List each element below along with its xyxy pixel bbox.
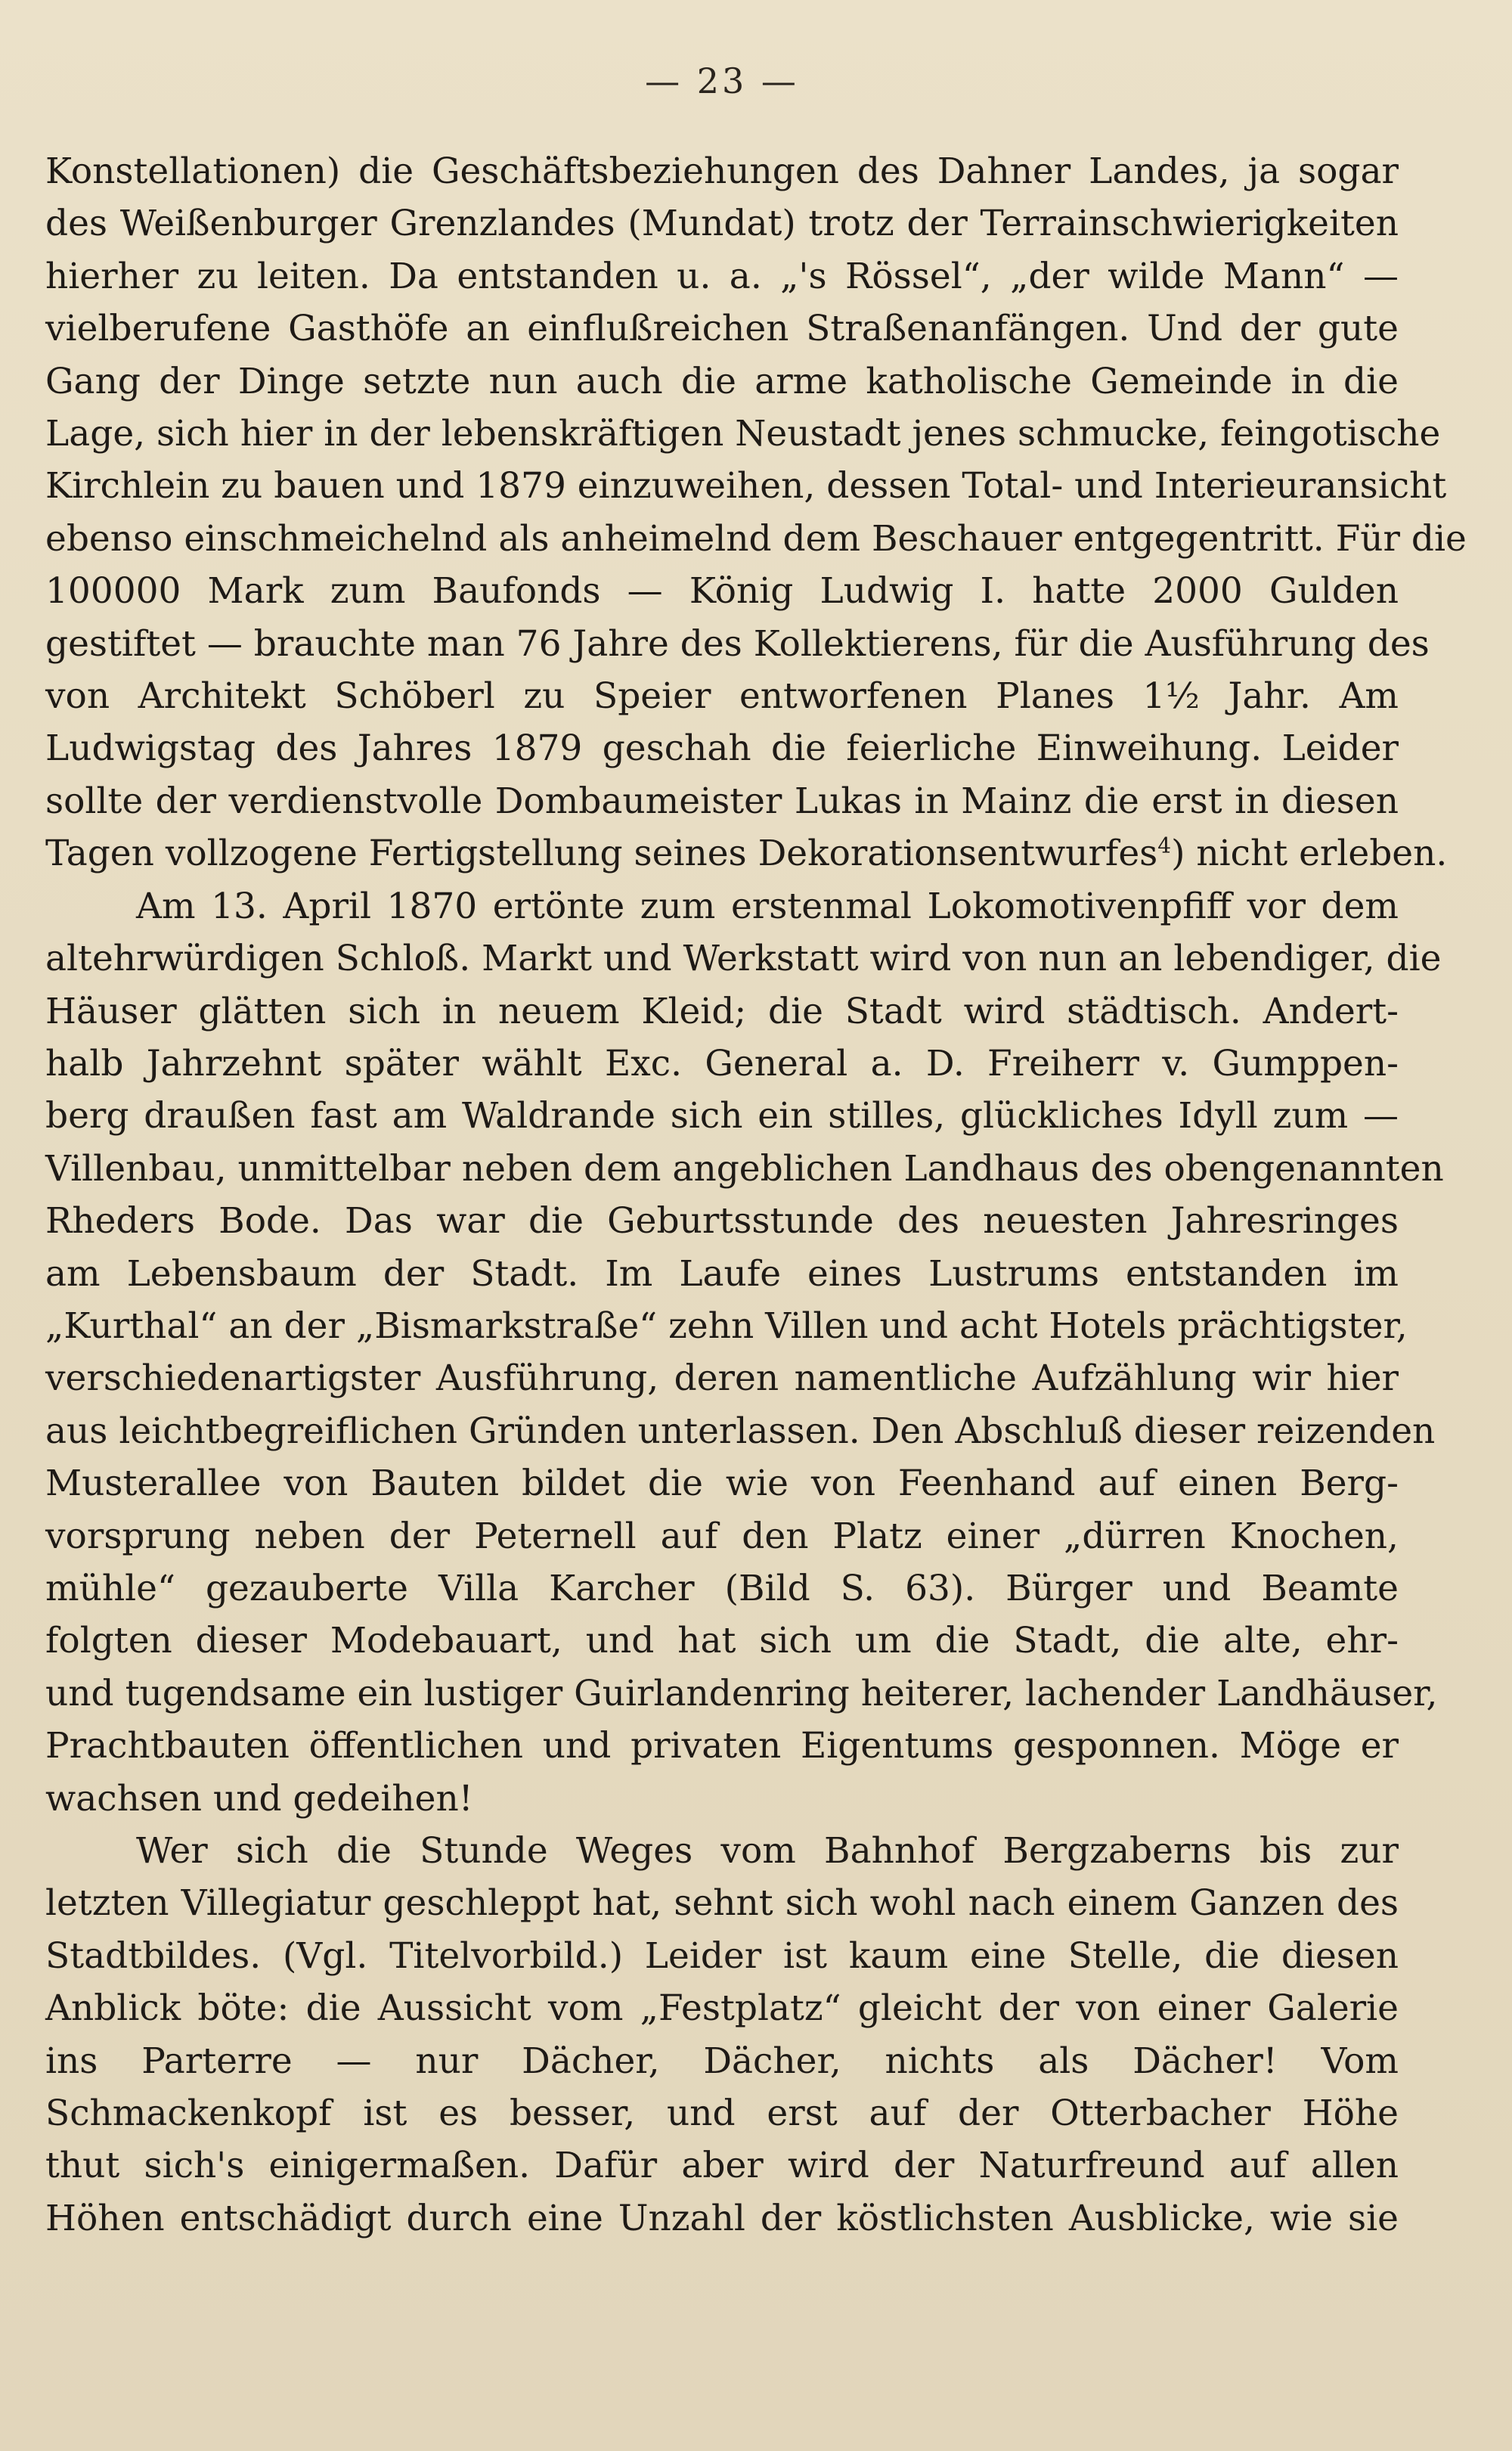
text-line: altehrwürdigen Schloß. Markt und Werkstatt wird von nun an lebendiger, die — [45, 938, 1442, 980]
text-segment: Tagen vollzogene Fertigstellung seines Dekorationsentwurfes — [45, 833, 1158, 875]
text-line: und tugendsame ein lustiger Guirlandenring heiterer, lachender Landhäuser, — [45, 1672, 1438, 1714]
text-line: Kirchlein zu bauen und 1879 einzuweihen, dessen Total- und Interieuransicht — [45, 465, 1447, 507]
text-line: Ludwigstag des Jahres 1879 geschah die feierliche Einweihung. Leider — [45, 728, 1399, 770]
text-line: berg draußen fast am Waldrande sich ein stilles, glückliches Idyll zum — — [45, 1095, 1399, 1137]
text-line: Gang der Dinge setzte nun auch die arme katholische Gemeinde in die — [45, 360, 1399, 402]
text-line: thut sich's einigermaßen. Dafür aber wird der Naturfreund auf allen — [45, 2145, 1399, 2187]
paragraph-start-line: Am 13. April 1870 ertönte zum erstenmal Lokomotivenpfiff vor dem — [136, 885, 1399, 927]
text-line: ebenso einschmeichelnd als anheimelnd dem Beschauer entgegentritt. Für die — [45, 517, 1467, 560]
text-line: Stadtbildes. (Vgl. Titelvorbild.) Leider ist kaum eine Stelle, die diesen — [45, 1934, 1399, 1977]
page-body — [45, 145, 1467, 2245]
text-line: gestiftet — brauchte man 76 Jahre des Kollektierens, für die Ausführung des — [45, 622, 1430, 665]
text-line: Anblick böte: die Aussicht vom „Festplatz“ gleicht der von einer Galerie — [45, 1987, 1399, 2030]
text-line: folgten dieser Modebauart, und hat sich um die Stadt, die alte, ehr- — [45, 1620, 1399, 1662]
text-line: vielberufene Gasthöfe an einflußreichen Straßenanfängen. Und der gute — [45, 308, 1399, 350]
paragraph-end-line: wachsen und gedeihen! — [45, 1777, 473, 1820]
text-line: ins Parterre — nur Dächer, Dächer, nichts als Dächer! Vom — [45, 2040, 1399, 2082]
footnote-ref: 4 — [1157, 833, 1172, 858]
text-line: Lage, sich hier in der lebenskräftigen Neustadt jenes schmucke, feingotische — [45, 413, 1441, 455]
page-number: — 23 — — [645, 60, 799, 101]
text-line: Musterallee von Bauten bildet die wie von Feenhand auf einen Berg- — [45, 1463, 1399, 1505]
text-line: Villenbau, unmittelbar neben dem angeblichen Landhaus des obengenannten — [45, 1147, 1444, 1190]
text-line: Höhen entschädigt durch eine Unzahl der köstlichsten Ausblicke, wie sie — [45, 2197, 1399, 2239]
text-line: Rheders Bode. Das war die Geburtsstunde des neuesten Jahresringes — [45, 1200, 1399, 1243]
text-line: Prachtbauten öffentlichen und privaten Eigentums gesponnen. Möge er — [45, 1725, 1399, 1767]
text-line: verschiedenartigster Ausführung, deren namentliche Aufzählung wir hier — [45, 1357, 1399, 1400]
text-line: Konstellationen) die Geschäftsbeziehungen des Dahner Landes, ja sogar — [45, 150, 1399, 192]
text-line: „Kurthal“ an der „Bismarkstraße“ zehn Villen und acht Hotels prächtigster, — [45, 1305, 1408, 1347]
text-segment: ) nicht erleben. — [1171, 833, 1448, 875]
text-line-footnote — [45, 827, 1448, 880]
text-line: des Weißenburger Grenzlandes (Mundat) trotz der Terrainschwierigkeiten — [45, 203, 1399, 245]
text-line: aus leichtbegreiflichen Gründen unterlassen. Den Abschluß dieser reizenden — [45, 1410, 1436, 1452]
text-line: von Architekt Schöberl zu Speier entworfenen Planes 1½ Jahr. Am — [45, 675, 1399, 718]
text-line: halb Jahrzehnt später wählt Exc. General a. D. Freiherr v. Gumppen- — [45, 1042, 1399, 1084]
text-line: letzten Villegiatur geschleppt hat, sehnt sich wohl nach einem Ganzen des — [45, 1882, 1399, 1925]
text-line: hierher zu leiten. Da entstanden u. a. „'s Rössel“, „der wilde Mann“ — — [45, 255, 1399, 297]
text-line: mühle“ gezauberte Villa Karcher (Bild S. 63). Bürger und Beamte — [45, 1567, 1399, 1609]
text-line: Häuser glätten sich in neuem Kleid; die Stadt wird städtisch. Andert- — [45, 990, 1399, 1032]
text-line: am Lebensbaum der Stadt. Im Laufe eines Lustrums entstanden im — [45, 1252, 1399, 1295]
text-line: vorsprung neben der Peternell auf den Platz einer „dürren Knochen, — [45, 1515, 1399, 1557]
text-line: sollte der verdienstvolle Dombaumeister Lukas in Mainz die erst in diesen — [45, 780, 1399, 822]
paragraph-start-line: Wer sich die Stunde Weges vom Bahnhof Bergzaberns bis zur — [136, 1830, 1399, 1872]
text-line: Schmackenkopf ist es besser, und erst auf der Otterbacher Höhe — [45, 2093, 1399, 2135]
text-line: 100000 Mark zum Baufonds — König Ludwig I. hatte 2000 Gulden — [45, 570, 1399, 613]
